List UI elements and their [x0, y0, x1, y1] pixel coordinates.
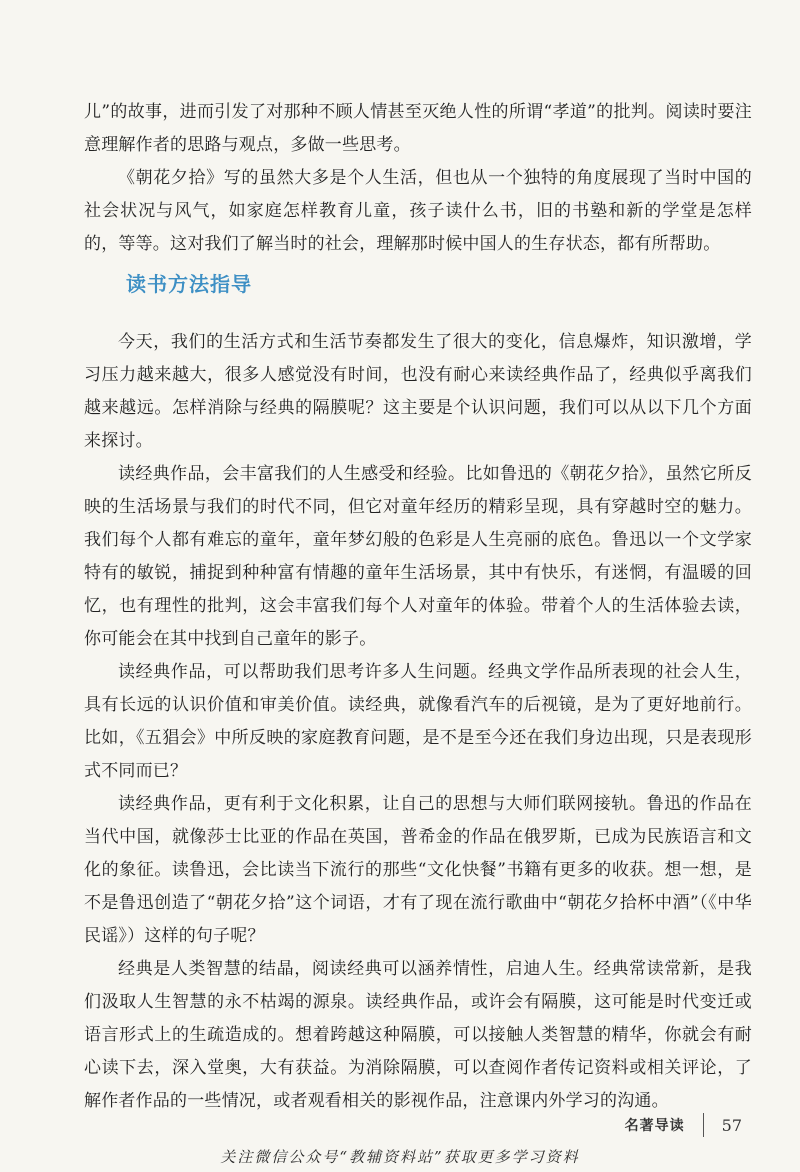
section-body: [84, 326, 752, 1118]
intro-paragraph: 《朝花夕拾》写的虽然大多是个人生活，但也从一个独特的角度展现了当时中国的社会状况与风气，如家庭怎样教育儿童，孩子读什么书，旧的书塾和新的学堂是怎样的，等等。这对我们了解当时的社会，理解那时候中国人的生存状态，都有所帮助。: [84, 168, 752, 254]
section-heading: 读书方法指导: [126, 272, 252, 296]
page-footer: [625, 1111, 742, 1139]
body-paragraph: 读经典作品，会丰富我们的人生感受和经验。比如鲁迅的《朝花夕拾》，虽然它所反映的生活场景与我们的时代不同，但它对童年经历的精彩呈现，具有穿越时空的魅力。我们每个人都有难忘的童年，童年梦幻般的色彩是人生亮丽的底色。鲁迅以一个文学家特有的敏锐，捕捉到种种富有情趣的童年生活场景，其中有快乐，有迷惘，有温暖的回忆，也有理性的批判，这会丰富我们每个人对童年的体验。带着个人的生活体验去读，你可能会在其中找到自己童年的影子。: [84, 464, 752, 649]
footer-divider: [703, 1113, 704, 1137]
footer-title: 名著导读: [624, 1118, 685, 1134]
intro-text: [84, 96, 752, 261]
body-paragraph: 读经典作品，更有利于文化积累，让自己的思想与大师们联网接轨。鲁迅的作品在当代中国，就像莎士比亚的作品在英国，普希金的作品在俄罗斯，已成为民族语言和文化的象征。读鲁迅，会比读当下流行的那些“文化快餐”书籍有更多的收获。想一想，是不是鲁迅创造了“朝花夕拾”这个词语，才有了现在流行歌曲中“朝花夕拾杯中酒”（《中华民谣》）这样的句子呢？: [84, 794, 752, 946]
page-number: 57: [721, 1115, 742, 1135]
body-paragraph: 经典是人类智慧的结晶，阅读经典可以涵养情性，启迪人生。经典常读常新，是我们汲取人生智慧的永不枯竭的源泉。读经典作品，或许会有隔膜，这可能是时代变迁或语言形式上的生疏造成的。想着跨越这种隔膜，可以接触人类智慧的精华，你就会有耐心读下去，深入堂奥，大有获益。为消除隔膜，可以查阅作者传记资料或相关评论，了解作者作品的一些情况，或者观看相关的影视作品，注意课内外学习的沟通。: [84, 959, 752, 1111]
body-paragraph: 今天，我们的生活方式和生活节奏都发生了很大的变化，信息爆炸，知识激增，学习压力越来越大，很多人感觉没有时间，也没有耐心来读经典作品了，经典似乎离我们越来越远。怎样消除与经典的隔膜呢？这主要是个认识问题，我们可以从以下几个方面来探讨。: [84, 332, 752, 451]
intro-paragraph: 儿”的故事，进而引发了对那种不顾人情甚至灭绝人性的所谓“孝道”的批判。阅读时要注意理解作者的思路与观点，多做一些思考。: [84, 102, 752, 155]
watermark-text: 关注微信公众号“教辅资料站”获取更多学习资料: [220, 1148, 580, 1166]
body-paragraph: 读经典作品，可以帮助我们思考许多人生问题。经典文学作品所表现的社会人生，具有长远的认识价值和审美价值。读经典，就像看汽车的后视镜，是为了更好地前行。比如，《五猖会》中所反映的家庭教育问题，是不是至今还在我们身边出现，只是表现形式不同而已？: [84, 662, 752, 781]
